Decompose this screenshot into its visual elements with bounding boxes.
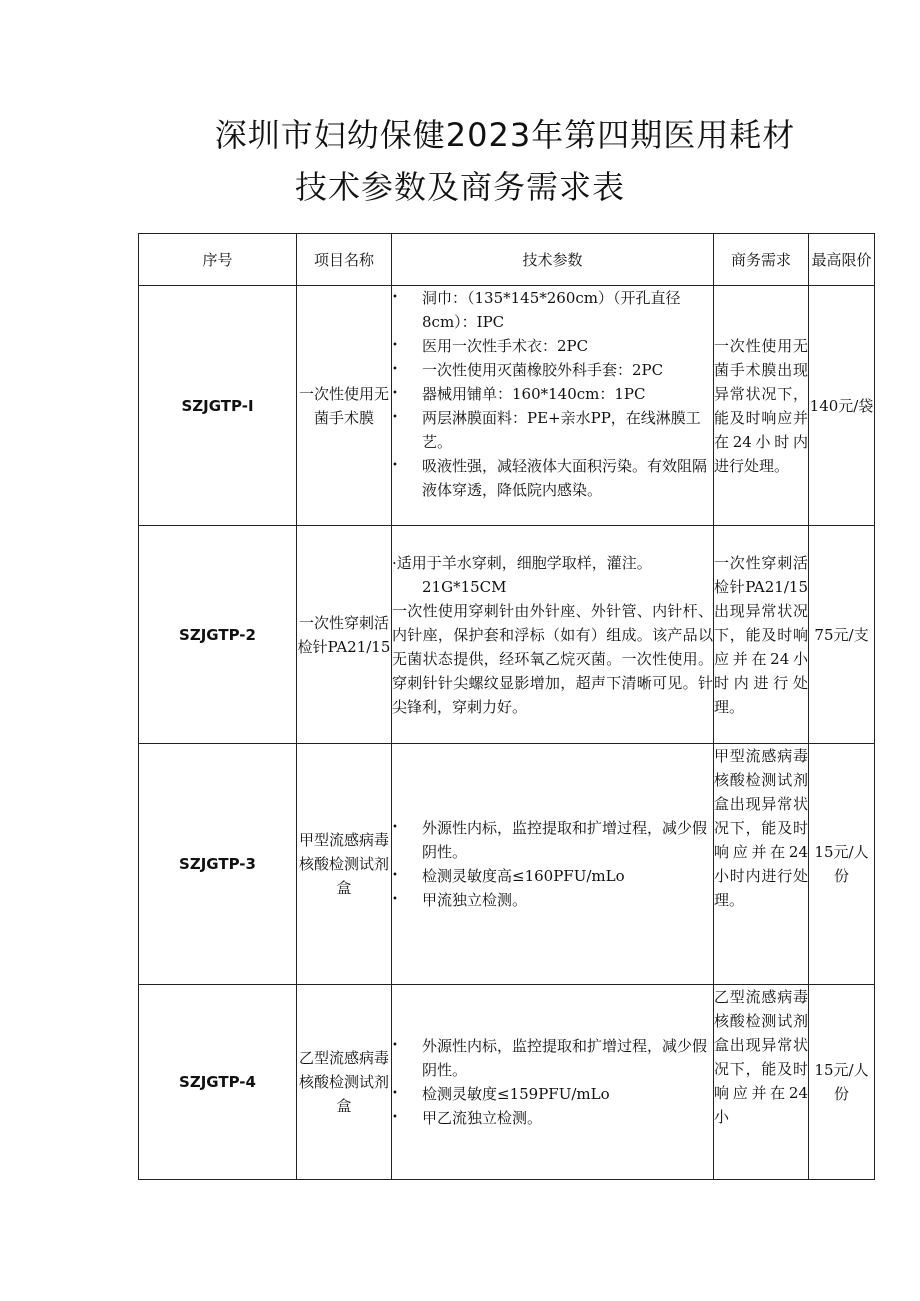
table-header-row — [139, 234, 875, 286]
max-price: 140元/袋 — [809, 286, 875, 526]
tech-item: • 甲乙流独立检测。 — [392, 1106, 713, 1130]
table-row — [139, 526, 875, 744]
requirements-table — [138, 233, 875, 1180]
tech-item: • 器械用铺单：160*140cm：1PC — [392, 382, 713, 406]
max-price: 15元/人份 — [809, 985, 875, 1180]
business-requirement: 乙型流感病毒核酸检测试剂盒出现异常状况下，能及时响应并在24小 — [714, 985, 809, 1180]
item-number: SZJGTP-I — [139, 286, 297, 526]
table-row — [139, 985, 875, 1180]
tech-params — [392, 286, 714, 526]
tech-item: 21G*15CM — [422, 577, 507, 596]
tech-list — [392, 1034, 713, 1130]
tech-item: • 甲流独立检测。 — [392, 888, 713, 912]
business-requirement: 一次性穿刺活检针PA21/15出现异常状况下，能及时响应并在24小时内进行处理。 — [714, 526, 809, 744]
tech-item: • 医用一次性手术衣：2PC — [392, 334, 713, 358]
header-name: 项目名称 — [297, 234, 392, 286]
tech-item: • 吸液性强，减轻液体大面积污染。有效阻隔液体穿透，降低院内感染。 — [392, 454, 713, 502]
tech-item: • 外源性内标，监控提取和扩增过程，减少假阴性。 — [392, 816, 713, 864]
max-price: 15元/人份 — [809, 744, 875, 985]
item-number: SZJGTP-2 — [139, 526, 297, 744]
business-requirement: 甲型流感病毒核酸检测试剂盒出现异常状况下，能及时响应并在24小时内进行处理。 — [714, 744, 809, 985]
tech-item: 一次性使用穿刺针由外针座、外针管、内针杆、内针座，保护套和浮标（如有）组成。该产品以无菌状态提供，经环氧乙烷灭菌。一次性使用。穿刺针针尖螺纹显影增加，超声下清晰可见。针尖锋利，穿刺力好。 — [392, 601, 713, 716]
item-name: 乙型流感病毒核酸检测试剂盒 — [297, 985, 392, 1180]
table-row — [139, 744, 875, 985]
table-row — [139, 286, 875, 526]
tech-item: ·适用于羊水穿刺，细胞学取样，灌注。 — [392, 553, 652, 572]
document-title-line1: 深圳市妇幼保健2023年第四期医用耗材 — [214, 116, 796, 154]
header-price: 最高限价 — [809, 234, 875, 286]
item-name: 一次性穿刺活检针PA21/15 — [297, 526, 392, 744]
tech-item: • 两层淋膜面料：PE+亲水PP，在线淋膜工艺。 — [392, 406, 713, 454]
tech-list — [392, 286, 713, 502]
tech-list — [392, 816, 713, 912]
tech-params — [392, 744, 714, 985]
item-name: 甲型流感病毒核酸检测试剂盒 — [297, 744, 392, 985]
max-price: 75元/支 — [809, 526, 875, 744]
business-requirement: 一次性使用无菌手术膜出现异常状况下，能及时响应并在24小时内进行处理。 — [714, 286, 809, 526]
tech-params — [392, 985, 714, 1180]
tech-params — [392, 526, 714, 744]
tech-item: • 检测灵敏度≤159PFU/mLo — [392, 1082, 713, 1106]
tech-item: • 一次性使用灭菌橡胶外科手套：2PC — [392, 358, 713, 382]
header-no: 序号 — [139, 234, 297, 286]
header-biz: 商务需求 — [714, 234, 809, 286]
tech-item: • 检测灵敏度高≤160PFU/mLo — [392, 864, 713, 888]
item-name: 一次性使用无菌手术膜 — [297, 286, 392, 526]
item-number: SZJGTP-3 — [139, 744, 297, 985]
tech-item: • 洞巾：（135*145*260cm）（开孔直径8cm）：IPC — [392, 286, 713, 334]
tech-item: • 外源性内标，监控提取和扩增过程，减少假阴性。 — [392, 1034, 713, 1082]
header-tech: 技术参数 — [392, 234, 714, 286]
item-number: SZJGTP-4 — [139, 985, 297, 1180]
document-title-line2: 技术参数及商务需求表 — [294, 168, 625, 206]
